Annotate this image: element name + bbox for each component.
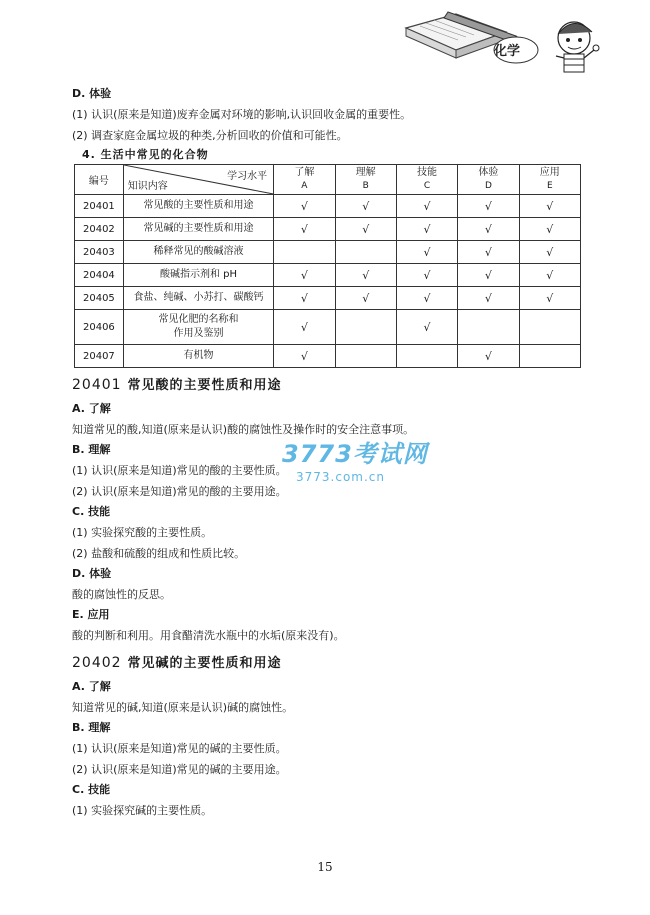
s1-d-text: 酸的腐蚀性的反思。 [72, 588, 171, 601]
row-code: 20406 [75, 310, 124, 345]
check-cell-a: √ [274, 264, 335, 287]
check-cell-c: √ [396, 264, 457, 287]
check-cell-a [274, 241, 335, 264]
table-row [75, 195, 581, 218]
row-topic: 食盐、纯碱、小苏打、碳酸钙 [123, 287, 273, 310]
s1-b-1: (1) 认识(原来是知道)常见的酸的主要性质。 [72, 464, 287, 477]
s1-a-text: 知道常见的酸,知道(原来是认识)酸的腐蚀性及操作时的安全注意事项。 [72, 423, 415, 436]
table-row [75, 345, 581, 368]
watermark-url: 3773.com.cn [296, 470, 385, 484]
header-level-a: 了解 A [274, 165, 335, 195]
table-title: 4. 生活中常见的化合物 [82, 148, 209, 161]
row-topic: 有机物 [123, 345, 273, 368]
check-cell-c: √ [396, 310, 457, 345]
s1-b-2: (2) 认识(原来是知道)常见的酸的主要用途。 [72, 485, 287, 498]
header-code: 编号 [75, 165, 124, 195]
check-cell-e: √ [519, 264, 580, 287]
check-cell-c: √ [396, 287, 457, 310]
check-cell-a: √ [274, 345, 335, 368]
s1-b-heading: B. 理解 [72, 443, 111, 456]
check-cell-e [519, 310, 580, 345]
section-20402-title: 20402 常见碱的主要性质和用途 [72, 655, 282, 671]
check-cell-a: √ [274, 195, 335, 218]
row-topic: 稀释常见的酸碱溶液 [123, 241, 273, 264]
row-code: 20404 [75, 264, 124, 287]
check-cell-a: √ [274, 218, 335, 241]
s1-a-heading: A. 了解 [72, 402, 111, 415]
table-row [75, 310, 581, 345]
s1-c-heading: C. 技能 [72, 505, 111, 518]
table-row [75, 241, 581, 264]
check-cell-b: √ [335, 287, 396, 310]
check-cell-d [458, 310, 519, 345]
s1-d-heading: D. 体验 [72, 567, 112, 580]
s2-c-1: (1) 实验探究碱的主要性质。 [72, 804, 213, 817]
s1-c-1: (1) 实验探究酸的主要性质。 [72, 526, 213, 539]
s2-b-2: (2) 认识(原来是知道)常见的碱的主要用途。 [72, 763, 287, 776]
check-cell-b [335, 310, 396, 345]
s1-e-text: 酸的判断和利用。用食醋清洗水瓶中的水垢(原来没有)。 [72, 629, 345, 642]
row-topic: 常见酸的主要性质和用途 [123, 195, 273, 218]
row-topic: 常见化肥的名称和 作用及鉴别 [123, 310, 273, 345]
table-row [75, 287, 581, 310]
s1-e-heading: E. 应用 [72, 608, 110, 621]
check-cell-d: √ [458, 195, 519, 218]
header-diagonal-cell [123, 165, 273, 195]
row-topic: 常见碱的主要性质和用途 [123, 218, 273, 241]
header-level-b: 理解 B [335, 165, 396, 195]
check-cell-c [396, 345, 457, 368]
table-row [75, 264, 581, 287]
s2-a-heading: A. 了解 [72, 680, 111, 693]
page-number: 15 [317, 860, 333, 874]
row-code: 20403 [75, 241, 124, 264]
s2-c-heading: C. 技能 [72, 783, 111, 796]
table-header-row [75, 165, 581, 195]
check-cell-e [519, 345, 580, 368]
row-code: 20401 [75, 195, 124, 218]
s1-c-2: (2) 盐酸和硫酸的组成和性质比较。 [72, 547, 246, 560]
check-cell-b [335, 345, 396, 368]
row-topic: 酸碱指示剂和 pH [123, 264, 273, 287]
check-cell-a: √ [274, 287, 335, 310]
check-cell-e: √ [519, 241, 580, 264]
s2-b-1: (1) 认识(原来是知道)常见的碱的主要性质。 [72, 742, 287, 755]
check-cell-b: √ [335, 218, 396, 241]
s2-b-heading: B. 理解 [72, 721, 111, 734]
header-level-d: 体验 D [458, 165, 519, 195]
s2-a-text: 知道常见的碱,知道(原来是认识)碱的腐蚀性。 [72, 701, 294, 714]
check-cell-d: √ [458, 218, 519, 241]
header-knowledge: 知识内容 [127, 181, 168, 192]
check-cell-e: √ [519, 287, 580, 310]
check-cell-d: √ [458, 241, 519, 264]
table-row [75, 218, 581, 241]
check-cell-b [335, 241, 396, 264]
row-code: 20407 [75, 345, 124, 368]
check-cell-c: √ [396, 241, 457, 264]
section-20401-title: 20401 常见酸的主要性质和用途 [72, 377, 282, 393]
intro-item-1: (1) 认识(原来是知道)废弃金属对环境的影响,认识回收金属的重要性。 [72, 108, 412, 121]
check-cell-e: √ [519, 195, 580, 218]
check-cell-d: √ [458, 264, 519, 287]
table-body [75, 195, 581, 368]
check-cell-a: √ [274, 310, 335, 345]
subject-label: 化学 [493, 44, 520, 59]
header-level-c: 技能 C [396, 165, 457, 195]
check-cell-c: √ [396, 195, 457, 218]
intro-item-2: (2) 调查家庭金属垃圾的种类,分析回收的价值和可能性。 [72, 129, 348, 142]
row-code: 20402 [75, 218, 124, 241]
check-cell-d: √ [458, 287, 519, 310]
check-cell-b: √ [335, 195, 396, 218]
check-cell-c: √ [396, 218, 457, 241]
standards-table [74, 164, 581, 368]
header-level-e: 应用 E [519, 165, 580, 195]
check-cell-e: √ [519, 218, 580, 241]
row-code: 20405 [75, 287, 124, 310]
header-level: 学习水平 [227, 171, 268, 182]
watermark-logo: 3773考试网 [282, 440, 428, 468]
check-cell-b: √ [335, 264, 396, 287]
intro-heading: D. 体验 [72, 87, 112, 100]
check-cell-d: √ [458, 345, 519, 368]
